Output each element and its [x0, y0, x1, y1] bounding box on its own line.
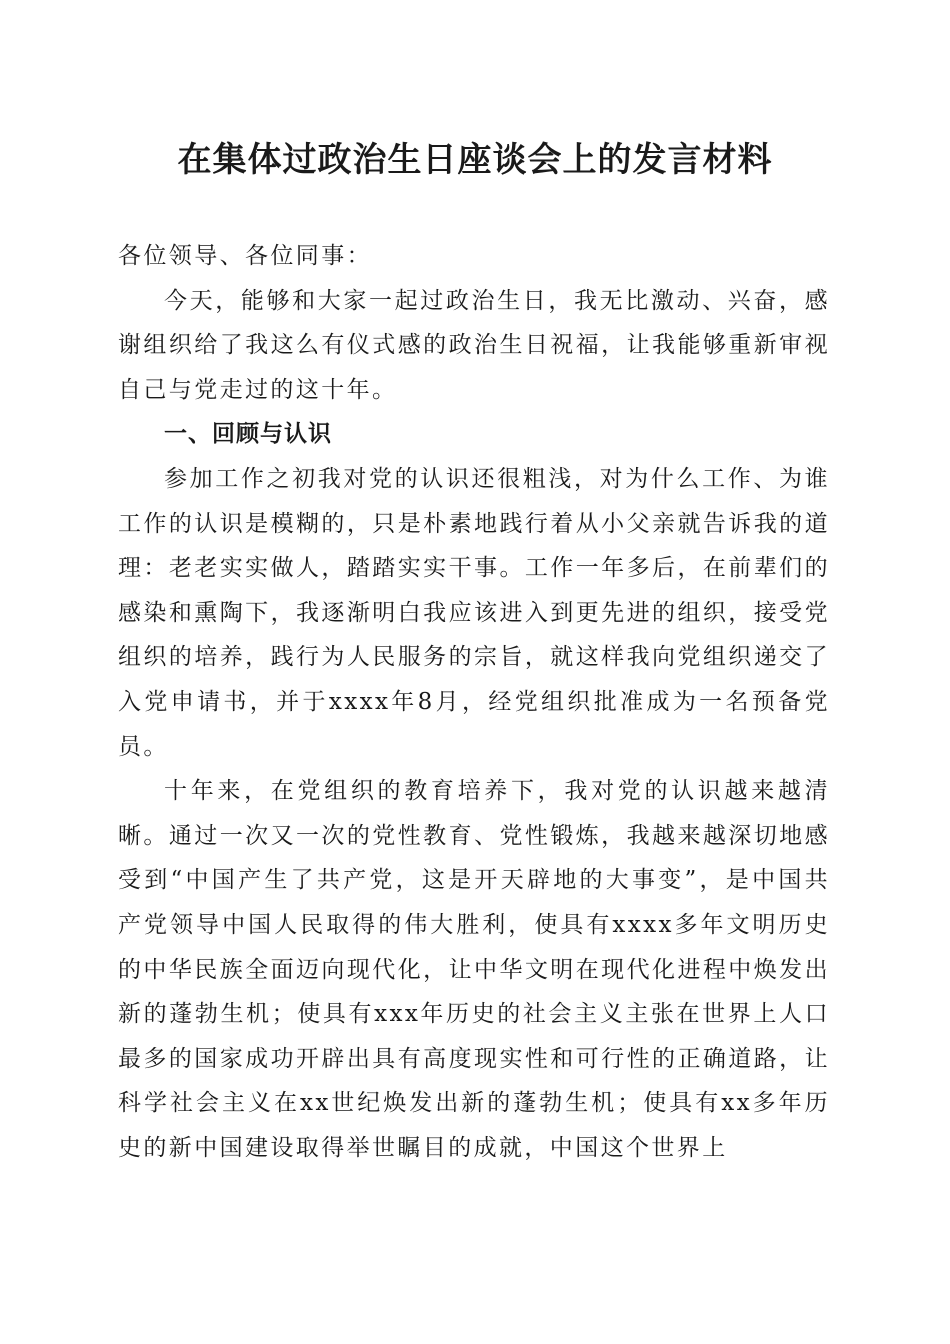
- salutation: 各位领导、各位同事：: [118, 243, 372, 269]
- document-body: [118, 234, 830, 1170]
- document-title: 在集体过政治生日座谈会上的发言材料: [177, 140, 773, 180]
- paragraph-intro: 今天，能够和大家一起过政治生日，我无比激动、兴奋，感谢组织给了我这么有仪式感的政治生日祝福，让我能够重新审视自己与党走过的这十年。: [118, 287, 830, 403]
- paragraph-early-work: 参加工作之初我对党的认识还很粗浅，对为什么工作、为谁工作的认识是模糊的，只是朴素地践行着从小父亲就告诉我的道理：老老实实做人，踏踏实实干事。工作一年多后，在前辈们的感染和熏陶下，我逐渐明白我应该进入到更先进的组织，接受党组织的培养，践行为人民服务的宗旨，就这样我向党组织递交了入党申请书，并于xxxx年8月，经党组织批准成为一名预备党员。: [118, 465, 830, 760]
- paragraph-ten-years: 十年来，在党组织的教育培养下，我对党的认识越来越清晰。通过一次又一次的党性教育、党性锻炼，我越来越深切地感受到“中国产生了共产党，这是开天辟地的大事变”，是中国共产党领导中国人民取得的伟大胜利，使具有xxxx多年文明历史的中华民族全面迈向现代化，让中华文明在现代化进程中焕发出新的蓬勃生机；使具有xxx年历史的社会主义主张在世界上人口最多的国家成功开辟出具有高度现实性和可行性的正确道路，让科学社会主义在xx世纪焕发出新的蓬勃生机；使具有xx多年历史的新中国建设取得举世瞩目的成就，中国这个世界上: [118, 778, 830, 1161]
- section-heading: 一、回顾与认识: [164, 421, 332, 448]
